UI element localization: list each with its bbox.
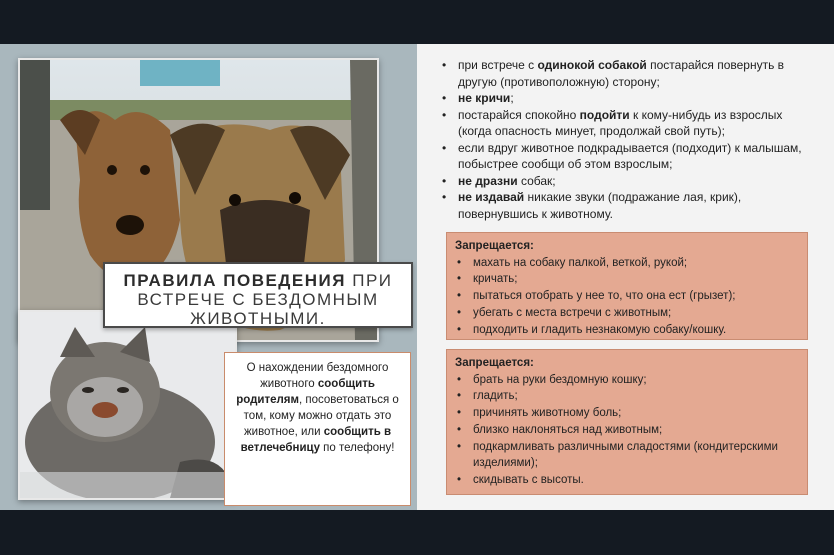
list-item: • не кричи; (440, 90, 810, 107)
rules-list (440, 57, 810, 222)
note-bold-1: сообщить родителям (236, 378, 375, 406)
list-item: • кричать; (455, 271, 799, 288)
list-item: • махать на собаку палкой, веткой, рукой; (455, 255, 799, 272)
list-item: • подходить и гладить незнакомую собаку/кошку. (455, 322, 799, 339)
title-bold: ПРАВИЛА ПОВЕДЕНИЯ (123, 271, 346, 290)
note-text-2: , посоветоваться о том, кому можно отдать это животное, или (243, 394, 399, 438)
title-box (103, 262, 413, 328)
forbidden-list (455, 255, 799, 339)
list-item: • подкармливать различными сладостями (кондитерскими изделиями); (455, 439, 799, 472)
forbidden-heading: Запрещается: (455, 357, 534, 369)
list-item: • убегать с места встречи с животным; (455, 305, 799, 322)
title-line3: ЖИВОТНЫМИ. (190, 309, 326, 328)
forbidden-cats-box (446, 349, 808, 495)
list-item: • пытаться отобрать у нее то, что она ест (грызет); (455, 288, 799, 305)
list-item: • не дразни собак; (440, 173, 810, 190)
title-line2: ВСТРЕЧЕ С БЕЗДОМНЫМ (137, 290, 379, 309)
list-item: • постарайся спокойно подойти к кому-нибудь из взрослых (когда опасность минует, продолжай свой путь); (440, 107, 810, 140)
list-item: • близко наклоняться над животным; (455, 422, 799, 439)
list-item: • причинять животному боль; (455, 405, 799, 422)
list-item: • брать на руки бездомную кошку; (455, 372, 799, 389)
list-item: • при встрече с одинокой собакой постарайся повернуть в другую (противоположную) сторону; (440, 57, 810, 90)
list-item: • скидывать с высоты. (455, 472, 799, 489)
title-rest: ПРИ (352, 271, 393, 290)
note-text-3: по телефону! (319, 442, 395, 454)
parents-note (224, 352, 411, 506)
list-item: • гладить; (455, 388, 799, 405)
note-text-1: О нахождении бездомного животного (246, 362, 389, 390)
cat-photo (18, 310, 237, 500)
forbidden-list (455, 372, 799, 489)
note-bold-2: сообщить в ветлечебницу (240, 426, 392, 454)
title-line1 (105, 271, 411, 290)
forbidden-heading: Запрещается: (455, 240, 534, 252)
forbidden-dogs-box (446, 232, 808, 340)
list-item: • не издавай никакие звуки (подражание лая, крик), повернувшись к животному. (440, 189, 810, 222)
list-item: • если вдруг животное подкрадывается (подходит) к малышам, побыстрее сообщи об этом взрослым; (440, 140, 810, 173)
